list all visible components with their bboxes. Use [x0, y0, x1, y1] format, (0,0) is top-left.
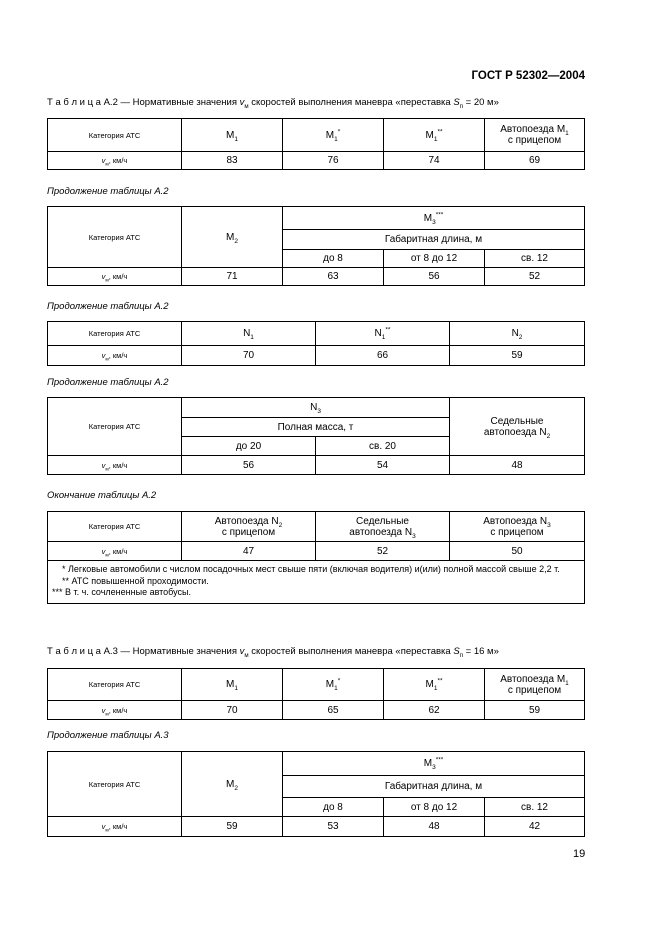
speed-label: $v_м$, км/ч — [48, 817, 182, 837]
category-header: Категория АТС — [48, 119, 182, 152]
sub-header: до 8 — [283, 250, 384, 268]
col-road-train-n2: Автопоезда $N_2$ с прицепом — [182, 512, 316, 542]
category-header: Категория АТС — [48, 322, 182, 346]
col-road-train-n3: Автопоезда $N_3$ с прицепом — [450, 512, 585, 542]
value-cell: 74 — [384, 152, 485, 170]
col-road-train-m1: Автопоезда $M_1$ с прицепом — [485, 669, 585, 701]
value-cell: 52 — [485, 268, 585, 286]
value-cell: 59 — [485, 701, 585, 720]
value-cell: 42 — [485, 817, 585, 837]
table-row — [48, 456, 585, 475]
value-cell: 59 — [450, 346, 585, 366]
table-number: А.2 — [103, 97, 118, 108]
value-cell: 48 — [384, 817, 485, 837]
value-cell: 56 — [384, 268, 485, 286]
col-m3-3star: $M_3^{***}$ — [283, 207, 585, 230]
table-a2-part4 — [47, 397, 585, 475]
value-cell: 53 — [283, 817, 384, 837]
table-row — [48, 817, 585, 837]
table-row — [48, 152, 585, 170]
sub-header: от 8 до 12 — [384, 250, 485, 268]
value-cell: 47 — [182, 542, 316, 561]
col-saddle-n3: Седельные автопоезда $N_3$ — [316, 512, 450, 542]
category-header: Категория АТС — [48, 398, 182, 456]
length-header: Габаритная длина, м — [283, 230, 585, 250]
col-m1-star: $M_1^*$ — [283, 669, 384, 701]
value-cell: 59 — [182, 817, 283, 837]
col-m1: $M_1$ — [182, 669, 283, 701]
value-cell: 70 — [182, 346, 316, 366]
col-m1: $M_1$ — [182, 119, 283, 152]
end-caption: Окончание таблицы А.2 — [47, 490, 157, 501]
table-row — [48, 701, 585, 720]
table-label: Т а б л и ц а — [47, 97, 101, 108]
speed-label: $v_м$, км/ч — [48, 456, 182, 475]
col-n1: $N_1$ — [182, 322, 316, 346]
col-road-train-m1: Автопоезда $M_1$ с прицепом — [485, 119, 585, 152]
col-m2: $M_2$ — [182, 752, 283, 817]
value-cell: 54 — [316, 456, 450, 475]
col-n3: $N_3$ — [182, 398, 450, 418]
table-number: А.3 — [103, 646, 118, 657]
col-saddle-n2: Седельные автопоезда $N_2$ — [450, 398, 585, 456]
col-n2: $N_2$ — [450, 322, 585, 346]
table-a2-part2 — [47, 206, 585, 286]
table-label: Т а б л и ц а — [47, 646, 101, 657]
table-a2-caption: Т а б л и ц а А.2 — Нормативные значения $v_м$ скоростей выполнения маневра «переставка $S_п = 20$ м» — [47, 97, 499, 110]
page-number: 19 — [573, 848, 586, 860]
col-n1-2star: $N_1^{**}$ — [316, 322, 450, 346]
table-a3-part2 — [47, 751, 585, 837]
sub-header: до 8 — [283, 798, 384, 817]
sub-header: от 8 до 12 — [384, 798, 485, 817]
value-cell: 63 — [283, 268, 384, 286]
category-header: Категория АТС — [48, 512, 182, 542]
sub-header: св. 12 — [485, 250, 585, 268]
value-cell: 71 — [182, 268, 283, 286]
mass-header: Полная масса, т — [182, 418, 450, 437]
col-m3-3star: $M_3^{***}$ — [283, 752, 585, 776]
continuation-caption: Продолжение таблицы А.2 — [47, 186, 169, 197]
value-cell: 62 — [384, 701, 485, 720]
value-cell: 69 — [485, 152, 585, 170]
col-m2: $M_2$ — [182, 207, 283, 268]
table-a2-part3 — [47, 321, 585, 366]
category-header: Категория АТС — [48, 752, 182, 817]
value-cell: 66 — [316, 346, 450, 366]
table-a3-part1 — [47, 668, 585, 720]
sub-header: св. 12 — [485, 798, 585, 817]
table-a3-caption: Т а б л и ц а А.3 — Нормативные значения $v_м$ скоростей выполнения маневра «переставка $S_п = 16$ м» — [47, 646, 499, 659]
speed-label: $v_м$, км/ч — [48, 701, 182, 720]
value-cell: 83 — [182, 152, 283, 170]
speed-label: $v_м$, км/ч — [48, 542, 182, 561]
continuation-caption: Продолжение таблицы А.2 — [47, 377, 169, 388]
category-header: Категория АТС — [48, 207, 182, 268]
value-cell: 70 — [182, 701, 283, 720]
table-a2-part1 — [47, 118, 585, 170]
col-m1-2star: $M_1^{**}$ — [384, 669, 485, 701]
note-3: *** В т. ч. сочлененные автобусы. — [52, 587, 192, 597]
category-header: Категория АТС — [48, 669, 182, 701]
speed-label: $v_м$, км/ч — [48, 268, 182, 286]
sub-header: до 20 — [182, 437, 316, 456]
table-row — [48, 268, 585, 286]
table-a2-part5 — [47, 511, 585, 604]
col-m1-star: $M_1^*$ — [283, 119, 384, 152]
standard-number: ГОСТ Р 52302—2004 — [471, 70, 585, 82]
table-row — [48, 542, 585, 561]
value-cell: 65 — [283, 701, 384, 720]
speed-label: $v_м$, км/ч — [48, 346, 182, 366]
col-m1-2star: $M_1^{**}$ — [384, 119, 485, 152]
speed-label: $v_м$, км/ч — [48, 152, 182, 170]
value-cell: 50 — [450, 542, 585, 561]
value-cell: 76 — [283, 152, 384, 170]
sub-header: св. 20 — [316, 437, 450, 456]
value-cell: 52 — [316, 542, 450, 561]
length-header: Габаритная длина, м — [283, 776, 585, 798]
table-notes — [48, 561, 585, 604]
note-2: ** АТС повышенной проходимости. — [62, 575, 209, 586]
value-cell: 56 — [182, 456, 316, 475]
value-cell: 48 — [450, 456, 585, 475]
continuation-caption: Продолжение таблицы А.2 — [47, 301, 169, 312]
continuation-caption: Продолжение таблицы А.3 — [47, 730, 169, 741]
table-row — [48, 346, 585, 366]
note-1: * Легковые автомобили с числом посадочных мест свыше пяти (включая водителя) и(или) полной массой свыше 2,2 т. — [62, 564, 560, 574]
